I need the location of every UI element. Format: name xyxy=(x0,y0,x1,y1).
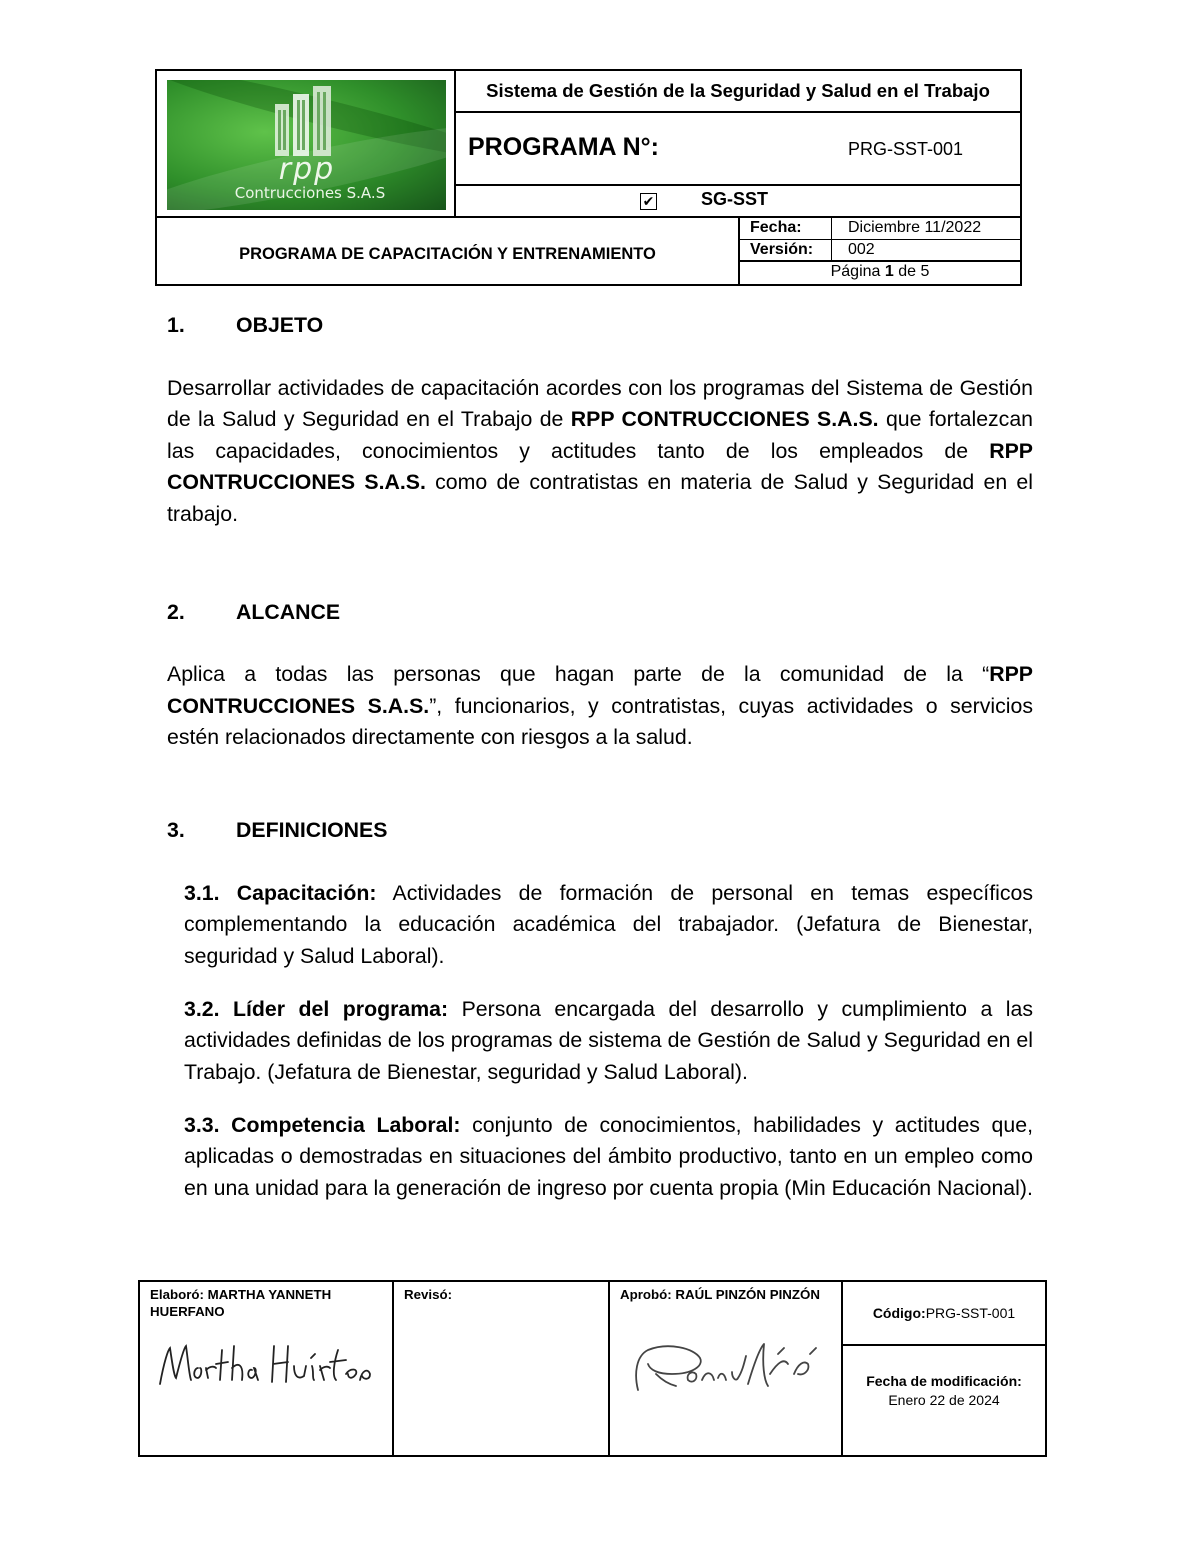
section-heading-objeto: 1. OBJETO xyxy=(167,313,324,337)
logo-mark-text: rpp xyxy=(278,152,336,187)
page-total: 5 xyxy=(920,263,930,280)
program-number-row xyxy=(456,113,1020,186)
version-row xyxy=(740,240,1020,262)
elaboro-cell xyxy=(140,1282,394,1455)
date-row xyxy=(740,218,1020,240)
logo-company-text: Contrucciones S.A.S xyxy=(234,184,386,202)
definition-item: 3.3. Competencia Laboral: conjunto de conocimientos, habilidades y actitudes que, aplicadas o demostradas en situaciones del ámbito productivo, tanto en un empleo como en una unidad para la generación de ingreso por cuenta propia (Min Educación Nacional). xyxy=(184,1112,1033,1200)
version-label: Versión: xyxy=(750,241,814,258)
document-title: PROGRAMA DE CAPACITACIÓN Y ENTRENAMIENTO xyxy=(157,218,740,284)
reviso-cell xyxy=(394,1282,610,1455)
footer-modification-date: Fecha de modificación: Enero 22 de 2024 xyxy=(866,1373,1022,1408)
system-title: Sistema de Gestión de la Seguridad y Salud en el Trabajo xyxy=(456,71,1020,113)
program-code: PRG-SST-001 xyxy=(848,139,964,159)
approval-footer-table xyxy=(138,1280,1047,1457)
building-icon xyxy=(255,86,355,158)
code-date-cell xyxy=(843,1282,1045,1455)
section-heading-definiciones: 3. DEFINICIONES xyxy=(167,817,388,842)
program-label: PROGRAMA N°: xyxy=(468,133,660,161)
definition-item: 3.1. Capacitación: Actividades de formación de personal en temas específicos complementando la educación académica del trabajador. (Jefatura de Bienestar, seguridad y Salud Laboral). xyxy=(184,880,1033,968)
date-value: Diciembre 11/2022 xyxy=(848,219,982,236)
footer-code: Código: PRG-SST-001 xyxy=(843,1282,1045,1346)
section-paragraph-objeto: Desarrollar actividades de capacitación acordes con los programas del Sistema de Gestión de la Salud y Seguridad en el Trabajo de RPP CONTRUCCIONES S.A.S. que fortalezcan las capacidades, conocimientos y actitudes tanto de los empleados de RPP CONTRUCCIONES S.A.S. como de contratistas en materia de Salud y Seguridad en el trabajo. xyxy=(167,375,1034,526)
sg-sst-label: SG-SST xyxy=(701,189,769,209)
signature-martha xyxy=(154,1332,374,1402)
aprobo-cell xyxy=(610,1282,843,1455)
definition-item: 3.2. Líder del programa: Persona encargada del desarrollo y cumplimiento a las actividades definidas de los programas de sistema de Gestión de Salud y Seguridad en el Trabajo. (Jefatura de Bienestar, seguridad y Salud Laboral). xyxy=(184,996,1033,1084)
date-label: Fecha: xyxy=(750,219,802,236)
version-value: 002 xyxy=(848,241,875,258)
page-indicator: Página 1 de 5 xyxy=(830,263,930,280)
page-current: 1 xyxy=(884,263,894,280)
signature-raul xyxy=(628,1334,828,1404)
sg-sst-checkbox[interactable]: ✔ xyxy=(640,193,657,210)
logo-cell xyxy=(157,71,456,218)
reviso-label: Revisó: xyxy=(404,1287,453,1302)
document-header-table xyxy=(155,69,1022,286)
sg-sst-row xyxy=(456,186,1020,218)
elaboro-label: Elaboró: MARTHA YANNETH HUERFANO xyxy=(150,1287,332,1319)
section-heading-alcance: 2. ALCANCE xyxy=(167,599,341,624)
section-paragraph-alcance: Aplica a todas las personas que hagan parte de la comunidad de la “RPP CONTRUCCIONES S.A.S.”, funcionarios, y contratistas, cuyas actividades o servicios estén relacionados directamente con riesgos a la salud. xyxy=(167,662,1033,750)
company-logo xyxy=(167,80,446,210)
aprobo-label: Aprobó: RAÚL PINZÓN PINZÓN xyxy=(620,1287,820,1302)
document-body xyxy=(167,310,1033,1226)
